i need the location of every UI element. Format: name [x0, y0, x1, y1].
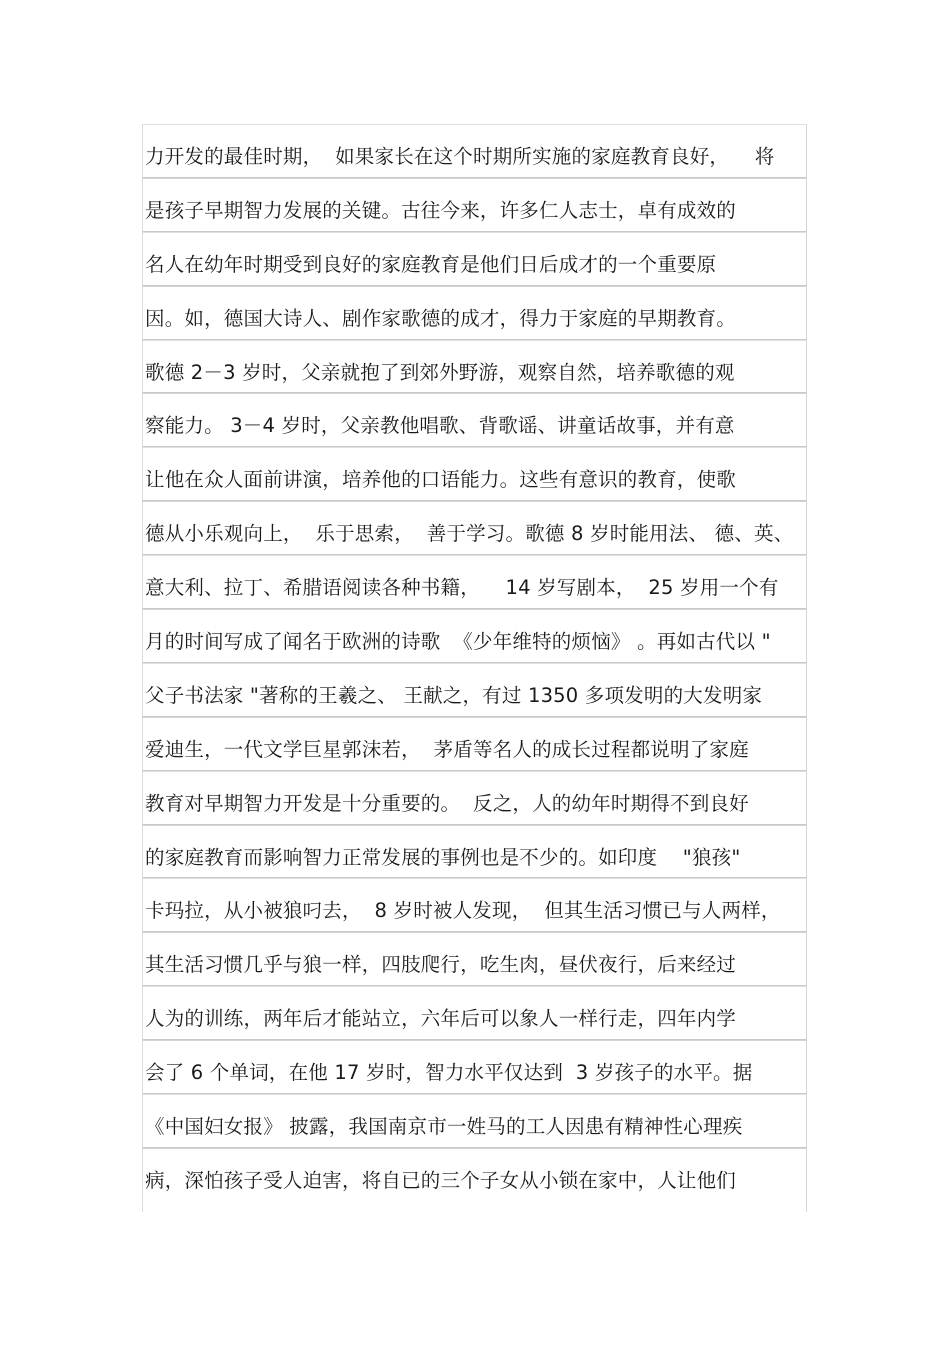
line-text: 的家庭教育而影响智力正常发展的事例也是不少的。如印度 "狼孩": [145, 845, 741, 869]
line-text: 察能力。 3－4 岁时，父亲教他唱歌、背歌谣、讲童话故事，并有意: [145, 414, 735, 438]
line-text: 因。如，德国大诗人、剧作家歌德的成才，得力于家庭的早期教育。: [145, 306, 737, 330]
text-line: [142, 178, 807, 232]
text-line: [142, 447, 807, 501]
text-body: [142, 124, 807, 1212]
text-line: [142, 555, 807, 609]
line-text: 爱迪生，一代文学巨星郭沫若， 茅盾等名人的成长过程都说明了家庭: [145, 737, 749, 761]
line-text: 是孩子早期智力发展的关键。古往今来，许多仁人志士，卓有成效的: [145, 198, 737, 222]
line-text: 让他在众人面前讲演，培养他的口语能力。这些有意识的教育，使歌: [145, 468, 737, 492]
line-text: 名人在幼年时期受到良好的家庭教育是他们日后成才的一个重要原: [145, 252, 717, 276]
text-line: [142, 825, 807, 879]
text-line: [142, 1094, 807, 1148]
line-text: 人为的训练，两年后才能站立，六年后可以象人一样行走，四年内学: [145, 1007, 737, 1031]
text-line: [142, 1040, 807, 1094]
text-line: [142, 393, 807, 447]
text-line: [142, 663, 807, 717]
line-text: 月的时间写成了闻名于欧洲的诗歌 《少年维特的烦恼》 。再如古代以 ": [145, 630, 771, 654]
line-text: 德从小乐观向上， 乐于思索， 善于学习。歌德 8 岁时能用法、 德、英、: [145, 522, 794, 546]
text-line: [142, 232, 807, 286]
line-text: 卡玛拉，从小被狼叼去， 8 岁时被人发现， 但其生活习惯已与人两样，: [145, 899, 781, 923]
text-line: [142, 771, 807, 825]
text-line: [142, 878, 807, 932]
text-line: [142, 286, 807, 340]
line-text: 其生活习惯几乎与狼一样，四肢爬行，吃生肉，昼伏夜行，后来经过: [145, 953, 737, 977]
line-text: 力开发的最佳时期， 如果家长在这个时期所实施的家庭教育良好， 将: [145, 145, 775, 168]
text-line: [142, 124, 807, 178]
text-line: [142, 340, 807, 394]
line-text: 歌德 2－3 岁时，父亲就抱了到郊外野游，观察自然，培养歌德的观: [145, 360, 735, 384]
text-line: [142, 932, 807, 986]
line-text: 病，深怕孩子受人迫害，将自已的三个子女从小锁在家中，人让他们: [145, 1168, 737, 1192]
text-line: [142, 1148, 807, 1212]
line-text: 意大利、拉丁、希腊语阅读各种书籍， 14 岁写剧本， 25 岁用一个有: [145, 576, 779, 600]
text-line: [142, 717, 807, 771]
line-text: 《中国妇女报》 披露，我国南京市一姓马的工人因患有精神性心理疾: [145, 1115, 743, 1139]
line-text: 教育对早期智力开发是十分重要的。 反之，人的幼年时期得不到良好: [145, 791, 749, 815]
line-text: 父子书法家 "著称的王羲之、 王献之，有过 1350 多项发明的大发明家: [145, 683, 763, 707]
text-line: [142, 501, 807, 555]
line-text: 会了 6 个单词，在他 17 岁时，智力水平仅达到 3 岁孩子的水平。据: [145, 1061, 753, 1085]
text-line: [142, 609, 807, 663]
text-line: [142, 986, 807, 1040]
